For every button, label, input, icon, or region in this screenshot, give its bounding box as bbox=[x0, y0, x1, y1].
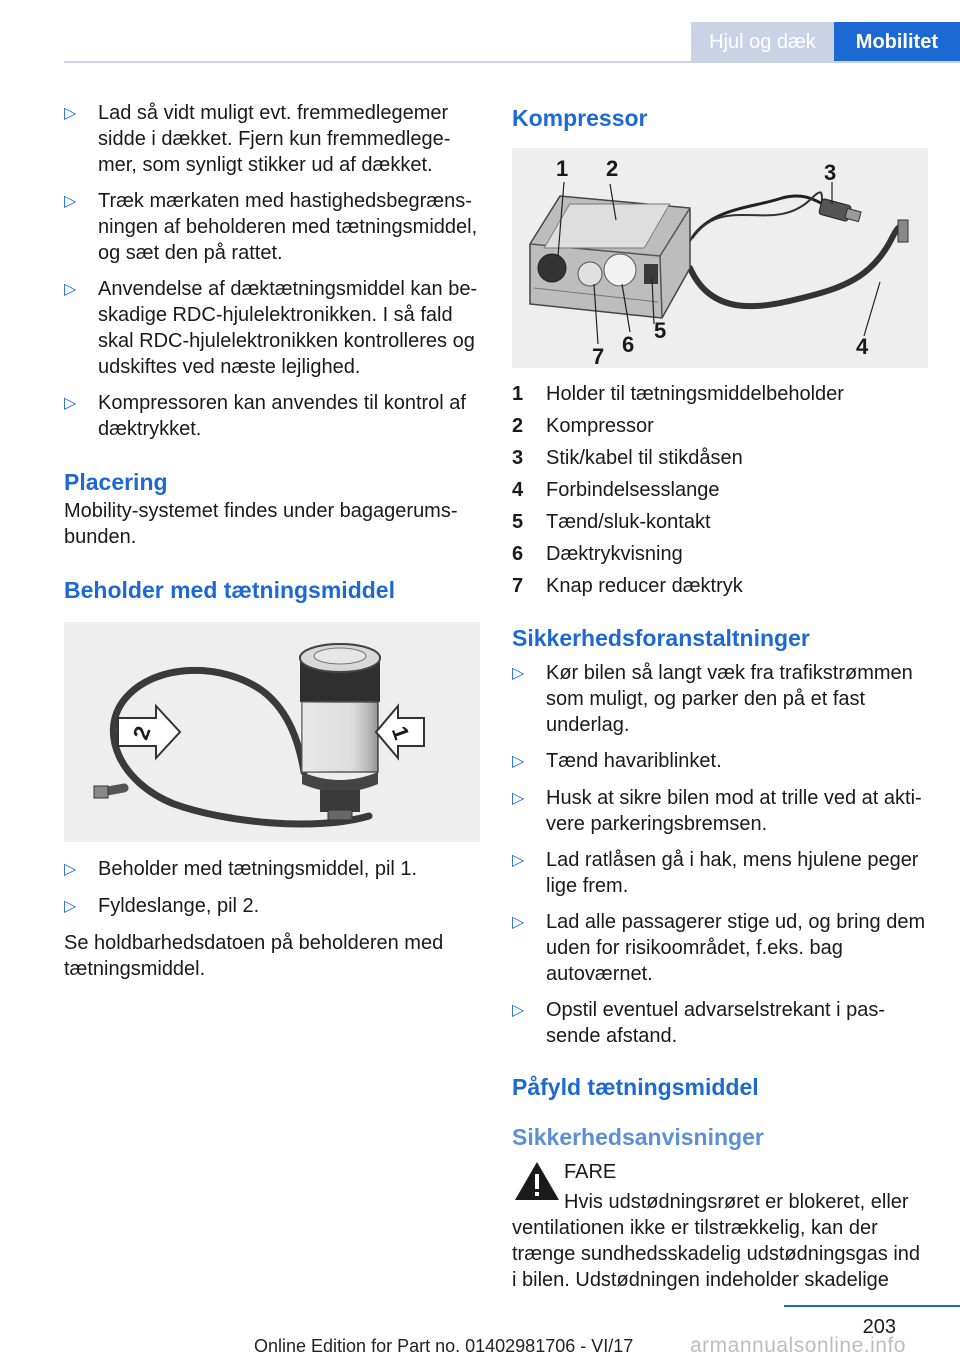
expiry-text: Se holdbarhedsdatoen på beholderen med tætningsmiddel. bbox=[64, 932, 444, 980]
triangle-bullet-icon: ▷ bbox=[64, 898, 77, 915]
legend-item: 5 Tænd/sluk-kontakt bbox=[512, 511, 711, 533]
footer-rule bbox=[784, 1305, 960, 1307]
right-column bbox=[512, 100, 928, 1293]
watermark: armannualsonline.info bbox=[690, 1334, 906, 1357]
compressor-label-3: 3 bbox=[824, 160, 837, 185]
legend-item: 4 Forbindelsesslange bbox=[512, 479, 720, 501]
section-tab: Hjul og dæk bbox=[691, 22, 834, 62]
list-item: ▷ Lad alle passagerer stige ud, og bring dem uden for risikoområdet, f.eks. bag autoværnet. bbox=[512, 911, 926, 985]
left-column bbox=[64, 100, 480, 982]
list-item: ▷ Kompressoren kan anvendes til kontrol af dæktrykket. bbox=[64, 392, 466, 440]
triangle-bullet-icon: ▷ bbox=[512, 914, 525, 931]
compressor-label-5: 5 bbox=[654, 318, 667, 343]
legend-list bbox=[512, 378, 928, 602]
compressor-label-6: 6 bbox=[622, 332, 635, 357]
sealant-container-illustration bbox=[64, 622, 480, 842]
placering-text: Mobility-systemet findes under bagagerumsbunden. bbox=[64, 500, 458, 548]
list-item: ▷ Beholder med tætningsmiddel, pil 1. bbox=[64, 856, 480, 883]
arrow-2-label: 2 bbox=[127, 722, 156, 743]
warning-first-line: Hvis udstødningsrøret er blokeret, eller bbox=[564, 1191, 909, 1213]
triangle-bullet-icon: ▷ bbox=[512, 753, 525, 770]
beholder-heading: Beholder med tætningsmiddel bbox=[64, 577, 395, 603]
compressor-label-4: 4 bbox=[856, 334, 869, 359]
header-tabs bbox=[691, 22, 960, 62]
triangle-bullet-icon: ▷ bbox=[512, 852, 525, 869]
legend-item: 3 Stik/kabel til stikdåsen bbox=[512, 447, 743, 469]
list-item: ▷ Træk mærkaten med hastighedsbegrænsningen af beholderen med tætningsmiddel, og sæt den på rattet. bbox=[64, 190, 478, 264]
arrow-1-label: 1 bbox=[386, 722, 415, 743]
warning-block bbox=[512, 1159, 928, 1215]
safety-heading: Sikkerhedsforanstaltninger bbox=[512, 625, 810, 651]
warning-triangle-icon bbox=[512, 1159, 562, 1203]
compressor-label-2: 2 bbox=[606, 156, 619, 181]
legend-item: 6 Dæktrykvisning bbox=[512, 543, 683, 565]
triangle-bullet-icon: ▷ bbox=[64, 193, 77, 210]
list-item: ▷ Kør bilen så langt væk fra trafikstrømmen som muligt, og parker den på et fast underlag. bbox=[512, 662, 913, 736]
list-item: ▷ Tænd havariblinket. bbox=[512, 748, 928, 775]
warning-label: FARE bbox=[564, 1161, 617, 1183]
triangle-bullet-icon: ▷ bbox=[512, 790, 525, 807]
legend-item: 7 Knap reducer dæktryk bbox=[512, 575, 743, 597]
triangle-bullet-icon: ▷ bbox=[512, 1002, 525, 1019]
list-item: ▷ Husk at sikre bilen mod at trille ved at aktivere parkeringsbremsen. bbox=[512, 787, 922, 835]
fill-sealant-heading: Påfyld tætningsmiddel bbox=[512, 1074, 759, 1100]
list-item: ▷ Anvendelse af dæktætningsmiddel kan beskadige RDC-hjulelektronikken. I så fald skal RDC-hjulelektronikken kontrolleres og udskiftes ved næste lejlighed. bbox=[64, 278, 478, 378]
legend-item: 1 Holder til tætningsmiddelbeholder bbox=[512, 383, 844, 405]
triangle-bullet-icon: ▷ bbox=[64, 105, 77, 122]
compressor-label-7: 7 bbox=[592, 344, 605, 368]
edition-text: Online Edition for Part no. 01402981706 - VI/17 bbox=[254, 1336, 634, 1356]
triangle-bullet-icon: ▷ bbox=[64, 281, 77, 298]
chapter-tab: Mobilitet bbox=[834, 22, 960, 62]
list-item: ▷ Fyldeslange, pil 2. bbox=[64, 893, 480, 920]
triangle-bullet-icon: ▷ bbox=[64, 861, 77, 878]
page-number: 203 bbox=[862, 1316, 896, 1338]
list-item: ▷ Opstil eventuel advarselstrekant i passende afstand. bbox=[512, 999, 886, 1047]
sealant-container-figure bbox=[64, 622, 480, 842]
compressor-figure bbox=[512, 148, 928, 368]
bullet-list-top bbox=[64, 100, 480, 442]
triangle-bullet-icon: ▷ bbox=[64, 395, 77, 412]
list-item: ▷ Lad så vidt muligt evt. fremmedlegemer sidde i dækket. Fjern kun fremmedlegemer, som synligt stikker ud af dækket. bbox=[64, 102, 451, 176]
safety-bullet-list bbox=[512, 660, 928, 1049]
warning-text: ventilationen ikke er tilstrækkelig, kan der trænge sundhedsskadelig udstødningsgas ind i bilen. Udstødningen indeholder skadelige bbox=[512, 1217, 921, 1291]
header-rule bbox=[64, 61, 960, 63]
compressor-label-1: 1 bbox=[556, 156, 569, 181]
bullet-list-bottom bbox=[64, 856, 480, 920]
legend-item: 2 Kompressor bbox=[512, 415, 654, 437]
safety-instructions-heading: Sikkerhedsanvisninger bbox=[512, 1124, 764, 1150]
triangle-bullet-icon: ▷ bbox=[512, 665, 525, 682]
placering-heading: Placering bbox=[64, 469, 168, 495]
list-item: ▷ Lad ratlåsen gå i hak, mens hjulene peger lige frem. bbox=[512, 849, 919, 897]
kompressor-heading: Kompressor bbox=[512, 105, 648, 131]
